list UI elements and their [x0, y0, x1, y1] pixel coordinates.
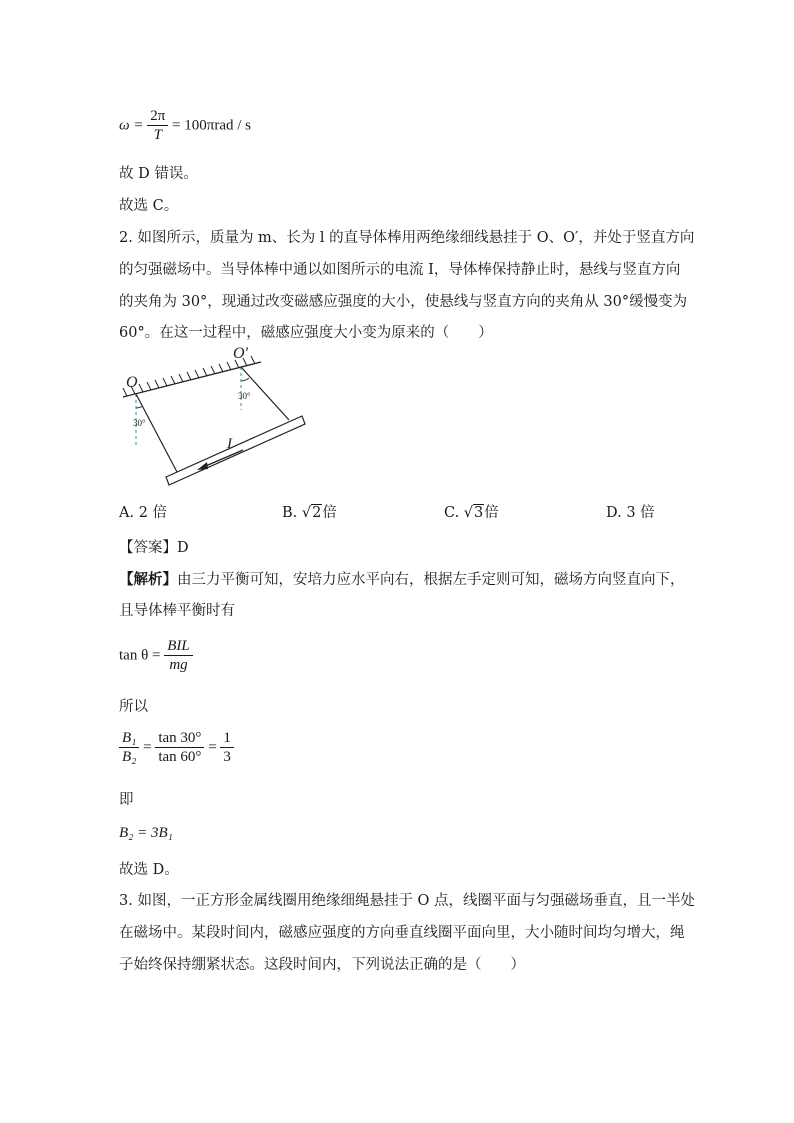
- ratio-b-num: B₁: [119, 730, 139, 748]
- ratio-tan-fraction: [155, 730, 204, 766]
- option-b-suffix: 倍: [322, 505, 337, 521]
- option-c-radicand: 3: [474, 505, 484, 521]
- q3-line-1: 3. 如图，一正方形金属线圈用绝缘细绳悬挂于 O 点，线圈平面与匀强磁场垂直，且一半处: [119, 893, 696, 909]
- ceiling-hatching: [123, 356, 255, 396]
- sqrt-symbol-icon: √: [301, 505, 312, 521]
- equals-sign-1: =: [143, 739, 152, 756]
- tan-numerator: BIL: [164, 638, 193, 656]
- analysis-tag: 【解析】: [119, 571, 177, 588]
- analysis-text-1: 由三力平衡可知，安培力应水平向右，根据左手定则可知，磁场方向竖直向下，: [177, 572, 685, 588]
- right-angle-label: 30°: [238, 391, 251, 401]
- option-b-radicand: 2: [312, 505, 322, 521]
- analysis-line-1: [119, 570, 685, 590]
- conductor-rod: [166, 416, 305, 485]
- left-angle-label: 30°: [133, 418, 146, 428]
- ratio-b-den: B₂: [122, 749, 137, 765]
- option-b-sqrt: [302, 503, 322, 523]
- ratio-result-fraction: [220, 730, 234, 766]
- label-O: O: [126, 374, 138, 391]
- tan-equation: [119, 638, 193, 674]
- q2-line-2: 的匀强磁场中。当导体棒中通以如图所示的电流 I，导体棒保持静止时，悬线与竖直方向: [119, 262, 681, 278]
- label-O-prime: O′: [233, 345, 249, 362]
- omega-rhs: = 100πrad / s: [172, 117, 251, 134]
- q2-line-1: 2. 如图所示，质量为 m、长为 l 的直导体棒用两绝缘细线悬挂于 O、O′，并处于竖直方向: [119, 230, 695, 246]
- option-b: [282, 503, 337, 523]
- tan-denominator: mg: [169, 657, 188, 673]
- q2-line-3: 的夹角为 30°，现通过改变磁感应强度的大小，使悬线与竖直方向的夹角从 30°缓慢变为: [119, 294, 688, 310]
- hanging-rod-diagram: [115, 344, 315, 490]
- ratio-tan-den: tan 60°: [158, 749, 202, 765]
- option-c-prefix: C.: [444, 505, 460, 521]
- right-angle-arc: [241, 378, 249, 381]
- sqrt-symbol-icon: √: [463, 505, 474, 521]
- choose-c-text: 故选 C。: [119, 198, 179, 214]
- left-angle-arc: [136, 406, 143, 408]
- ratio-result-num: 1: [220, 730, 234, 748]
- option-a: A. 2 倍: [119, 505, 168, 521]
- so-text: 所以: [119, 699, 148, 715]
- tan-lhs: tan θ =: [119, 647, 161, 664]
- current-label: I: [227, 436, 232, 452]
- tan-fraction: [164, 638, 193, 674]
- ratio-result-den: 3: [223, 749, 231, 765]
- option-d: D. 3 倍: [606, 505, 655, 521]
- omega-equation: [119, 108, 251, 144]
- option-c: [444, 503, 499, 523]
- q3-line-3: 子始终保持绷紧状态。这段时间内，下列说法正确的是（ ）: [119, 957, 525, 973]
- b2-equation: B₂ = 3B₁: [119, 825, 173, 841]
- left-thread: [136, 394, 177, 472]
- omega-lhs: ω =: [119, 117, 144, 134]
- omega-fraction: [147, 108, 168, 144]
- omega-numerator: 2π: [147, 108, 168, 126]
- analysis-line-2: 且导体棒平衡时有: [119, 603, 235, 619]
- q3-line-2: 在磁场中。某段时间内，磁感应强度的方向垂直线圈平面向里，大小随时间均匀增大，绳: [119, 925, 685, 941]
- d-wrong-text: 故 D 错误。: [119, 166, 198, 182]
- ji-text: 即: [119, 792, 134, 808]
- option-c-suffix: 倍: [484, 505, 499, 521]
- ratio-equation: [119, 730, 234, 766]
- ratio-b-fraction: [119, 730, 139, 766]
- option-c-sqrt: [464, 503, 484, 523]
- ratio-tan-num: tan 30°: [155, 730, 204, 748]
- choose-d-text: 故选 D。: [119, 862, 179, 878]
- q2-line-4: 60°。在这一过程中，磁感应强度大小变为原来的（ ）: [119, 325, 493, 341]
- omega-denominator: T: [153, 127, 162, 143]
- option-b-prefix: B.: [282, 505, 298, 521]
- equals-sign-2: =: [208, 739, 217, 756]
- answer-line: 【答案】D: [119, 540, 189, 556]
